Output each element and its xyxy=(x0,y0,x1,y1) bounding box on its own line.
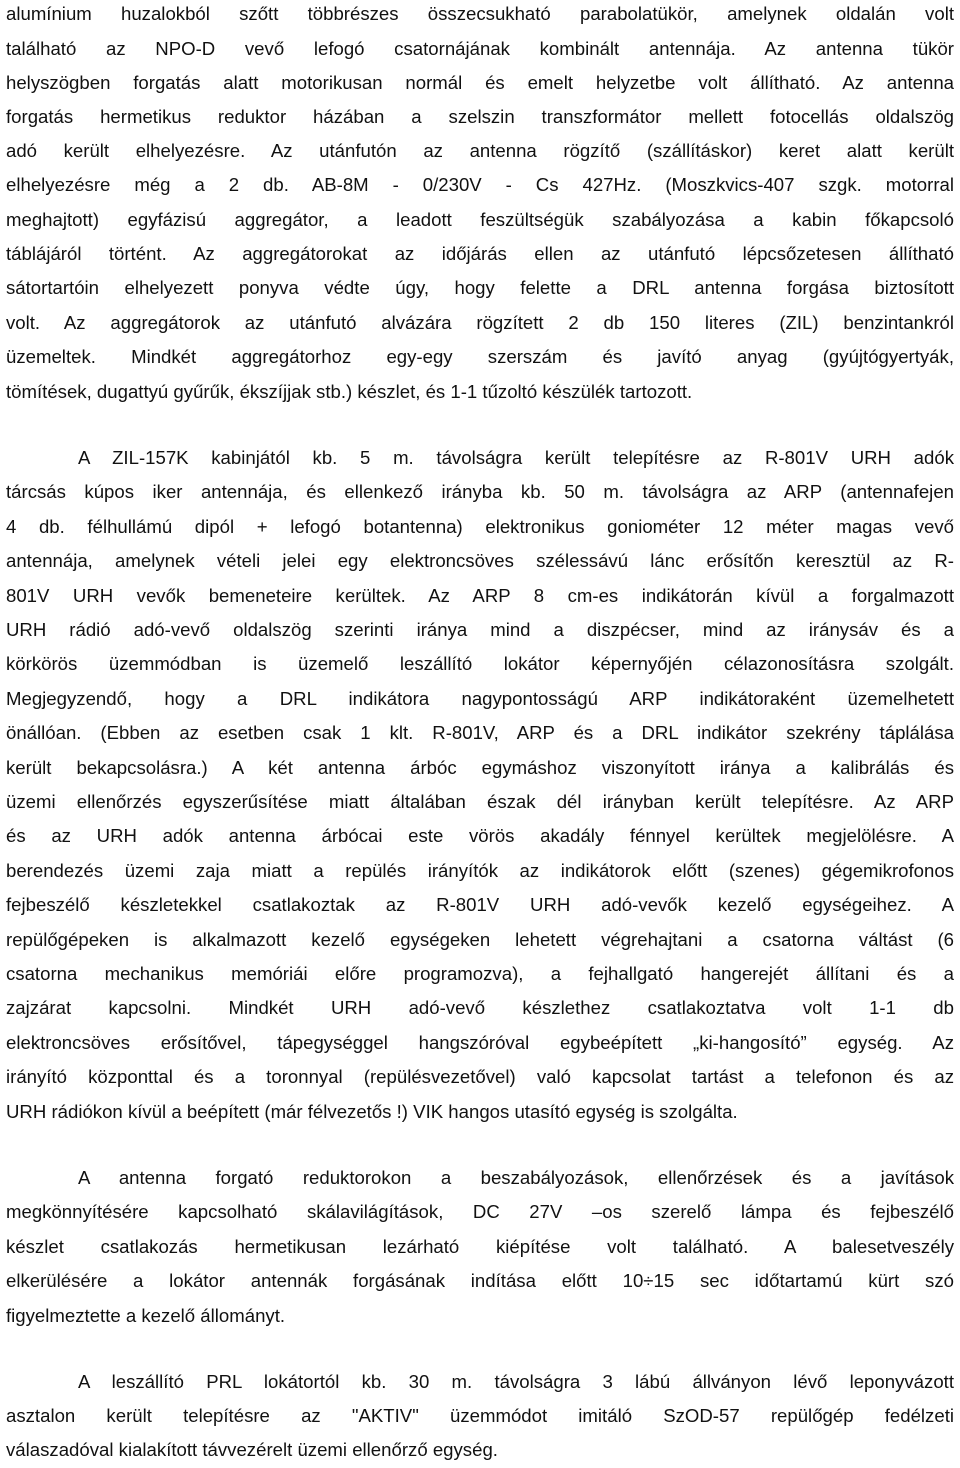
paragraph-3-line-4: elkerülésére a lokátor antennák forgásának indítása előtt 10÷15 sec időtartamú kürt szó xyxy=(6,1270,954,1291)
paragraph-2-line-20: URH rádiókon kívül a beépített (már félvezetős !) VIK hangos utasító egység is szolgálta. xyxy=(6,1101,738,1122)
paragraph-4-line-3: válaszadóval kialakított távvezérelt üzemi ellenőrző egység. xyxy=(6,1439,498,1460)
paragraph-1-line-5: adó került elhelyezésre. Az utánfutón az antenna rögzítő (szállításkor) keret alatt került xyxy=(6,140,954,161)
paragraph-2-line-18: elektroncsöves erősítővel, tápegységgel hangszóróval egybeépített „ki-hangosító” egység. Az xyxy=(6,1032,954,1053)
paragraph-1-line-7: meghajtott) egyfázisú aggregátor, a leadott feszültségük szabályozása a kabin főkapcsoló xyxy=(6,209,954,230)
paragraph-2-line-17: zajzárat kapcsolni. Mindkét URH adó-vevő készlethez csatlakoztatva volt 1-1 db xyxy=(6,997,954,1018)
paragraph-1-line-9: sátortartóin elhelyezett ponyva védte úgy, hogy felette a DRL antenna forgása biztosított xyxy=(6,277,954,298)
paragraph-2-line-3: 4 db. félhullámú dipól + lefogó botantenna) elektronikus goniométer 12 méter magas vevő xyxy=(6,516,954,537)
paragraph-2-line-9: önállóan. (Ebben az esetben csak 1 klt. R-801V, ARP és a DRL indikátor szekrény táplálása xyxy=(6,722,954,743)
paragraph-4-line-2: asztalon került telepítésre az "AKTIV" üzemmódot imitáló SzOD-57 repülőgép fedélzeti xyxy=(6,1405,954,1426)
paragraph-2-line-6: URH rádió adó-vevő oldalszög szerinti iránya mind a diszpécser, mind az iránysáv és a xyxy=(6,619,954,640)
paragraph-3-line-2: megkönnyítésére kapcsolható skálavilágítások, DC 27V –os szerelő lámpa és fejbeszélő xyxy=(6,1201,954,1222)
paragraph-2-line-11: üzemi ellenőrzés egyszerűsítése miatt általában észak dél irányban került telepítésre. Az ARP xyxy=(6,791,954,812)
paragraph-1-line-10: volt. Az aggregátorok az utánfutó alvázára rögzített 2 db 150 literes (ZIL) benzintankról xyxy=(6,312,954,333)
paragraph-1-line-2: található az NPO-D vevő lefogó csatornájának kombinált antennája. Az antenna tükör xyxy=(6,38,954,59)
paragraph-1-line-8: táblájáról történt. Az aggregátorokat az időjárás ellen az utánfutó lépcsőzetesen állítható xyxy=(6,243,954,264)
paragraph-4-line-1: A leszállító PRL lokátortól kb. 30 m. távolságra 3 lábú állványon lévő leponyvázott xyxy=(78,1371,954,1392)
paragraph-3-line-3: készlet csatlakozás hermetikusan lezárható kiépítése volt található. A balesetveszély xyxy=(6,1236,954,1257)
paragraph-2-line-13: berendezés üzemi zaja miatt a repülés irányítók az indikátorok előtt (szenes) gégemikrofonos xyxy=(6,860,954,881)
paragraph-1-line-11: üzemeltek. Mindkét aggregátorhoz egy-egy szerszám és javító anyag (gyújtógyertyák, xyxy=(6,346,954,367)
paragraph-1-line-1: alumínium huzalokból szőtt többrészes összecsukható parabolatükör, amelynek oldalán volt xyxy=(6,3,954,24)
paragraph-2-line-12: és az URH adók antenna árbócai este vörös akadály fénnyel kerültek megjelölésre. A xyxy=(6,825,954,846)
paragraph-1-line-3: helyszögben forgatás alatt motorikusan normál és emelt helyzetbe volt állítható. Az antenna xyxy=(6,72,954,93)
paragraph-2-line-1: A ZIL-157K kabinjától kb. 5 m. távolságra került telepítésre az R-801V URH adók xyxy=(78,447,954,468)
paragraph-2-line-15: repülőgépeken is alkalmazott kezelő egységeken lehetett végrehajtani a csatorna váltást (6 xyxy=(6,929,954,950)
paragraph-2-line-14: fejbeszélő készletekkel csatlakoztak az R-801V URH adó-vevők kezelő egységeihez. A xyxy=(6,894,954,915)
paragraph-2-line-8: Megjegyzendő, hogy a DRL indikátora nagypontosságú ARP indikátoraként üzemelhetett xyxy=(6,688,954,709)
paragraph-2-line-16: csatorna mechanikus memóriái előre programozva), a fejhallgató hangerejét állítani és a xyxy=(6,963,954,984)
paragraph-1-line-6: elhelyezésre még a 2 db. AB-8M - 0/230V - Cs 427Hz. (Moszkvics-407 szgk. motorral xyxy=(6,174,954,195)
paragraph-1-line-12: tömítések, dugattyú gyűrűk, ékszíjjak stb.) készlet, és 1-1 tűzoltó készülék tartozott. xyxy=(6,381,693,402)
paragraph-2-line-19: irányító központtal és a toronnyal (repülésvezetővel) való kapcsolat tartást a telefonon és az xyxy=(6,1066,954,1087)
paragraph-2-line-10: került bekapcsolásra.) A két antenna árbóc egymáshoz viszonyított iránya a kalibrálás és xyxy=(6,757,954,778)
paragraph-2-line-4: antennája, amelynek vételi jelei egy elektroncsöves szélessávú lánc erősítőn keresztül az R- xyxy=(6,550,954,571)
paragraph-3-line-1: A antenna forgató reduktorokon a beszabályozások, ellenőrzések és a javítások xyxy=(78,1167,954,1188)
paragraph-2-line-2: tárcsás kúpos iker antennája, és ellenkező irányba kb. 50 m. távolságra az ARP (antennafejen xyxy=(6,481,954,502)
paragraph-1-line-4: forgatás hermetikus reduktor házában a szelszin transzformátor mellett fotocellás oldalszög xyxy=(6,106,954,127)
paragraph-3-line-5: figyelmeztette a kezelő állományt. xyxy=(6,1305,286,1326)
paragraph-2-line-5: 801V URH vevők bemeneteire kerültek. Az ARP 8 cm-es indikátorán kívül a forgalmazott xyxy=(6,585,954,606)
paragraph-2-line-7: körkörös üzemmódban is üzemelő leszállító lokátor képernyőjén célazonosításra szolgált. xyxy=(6,653,954,674)
